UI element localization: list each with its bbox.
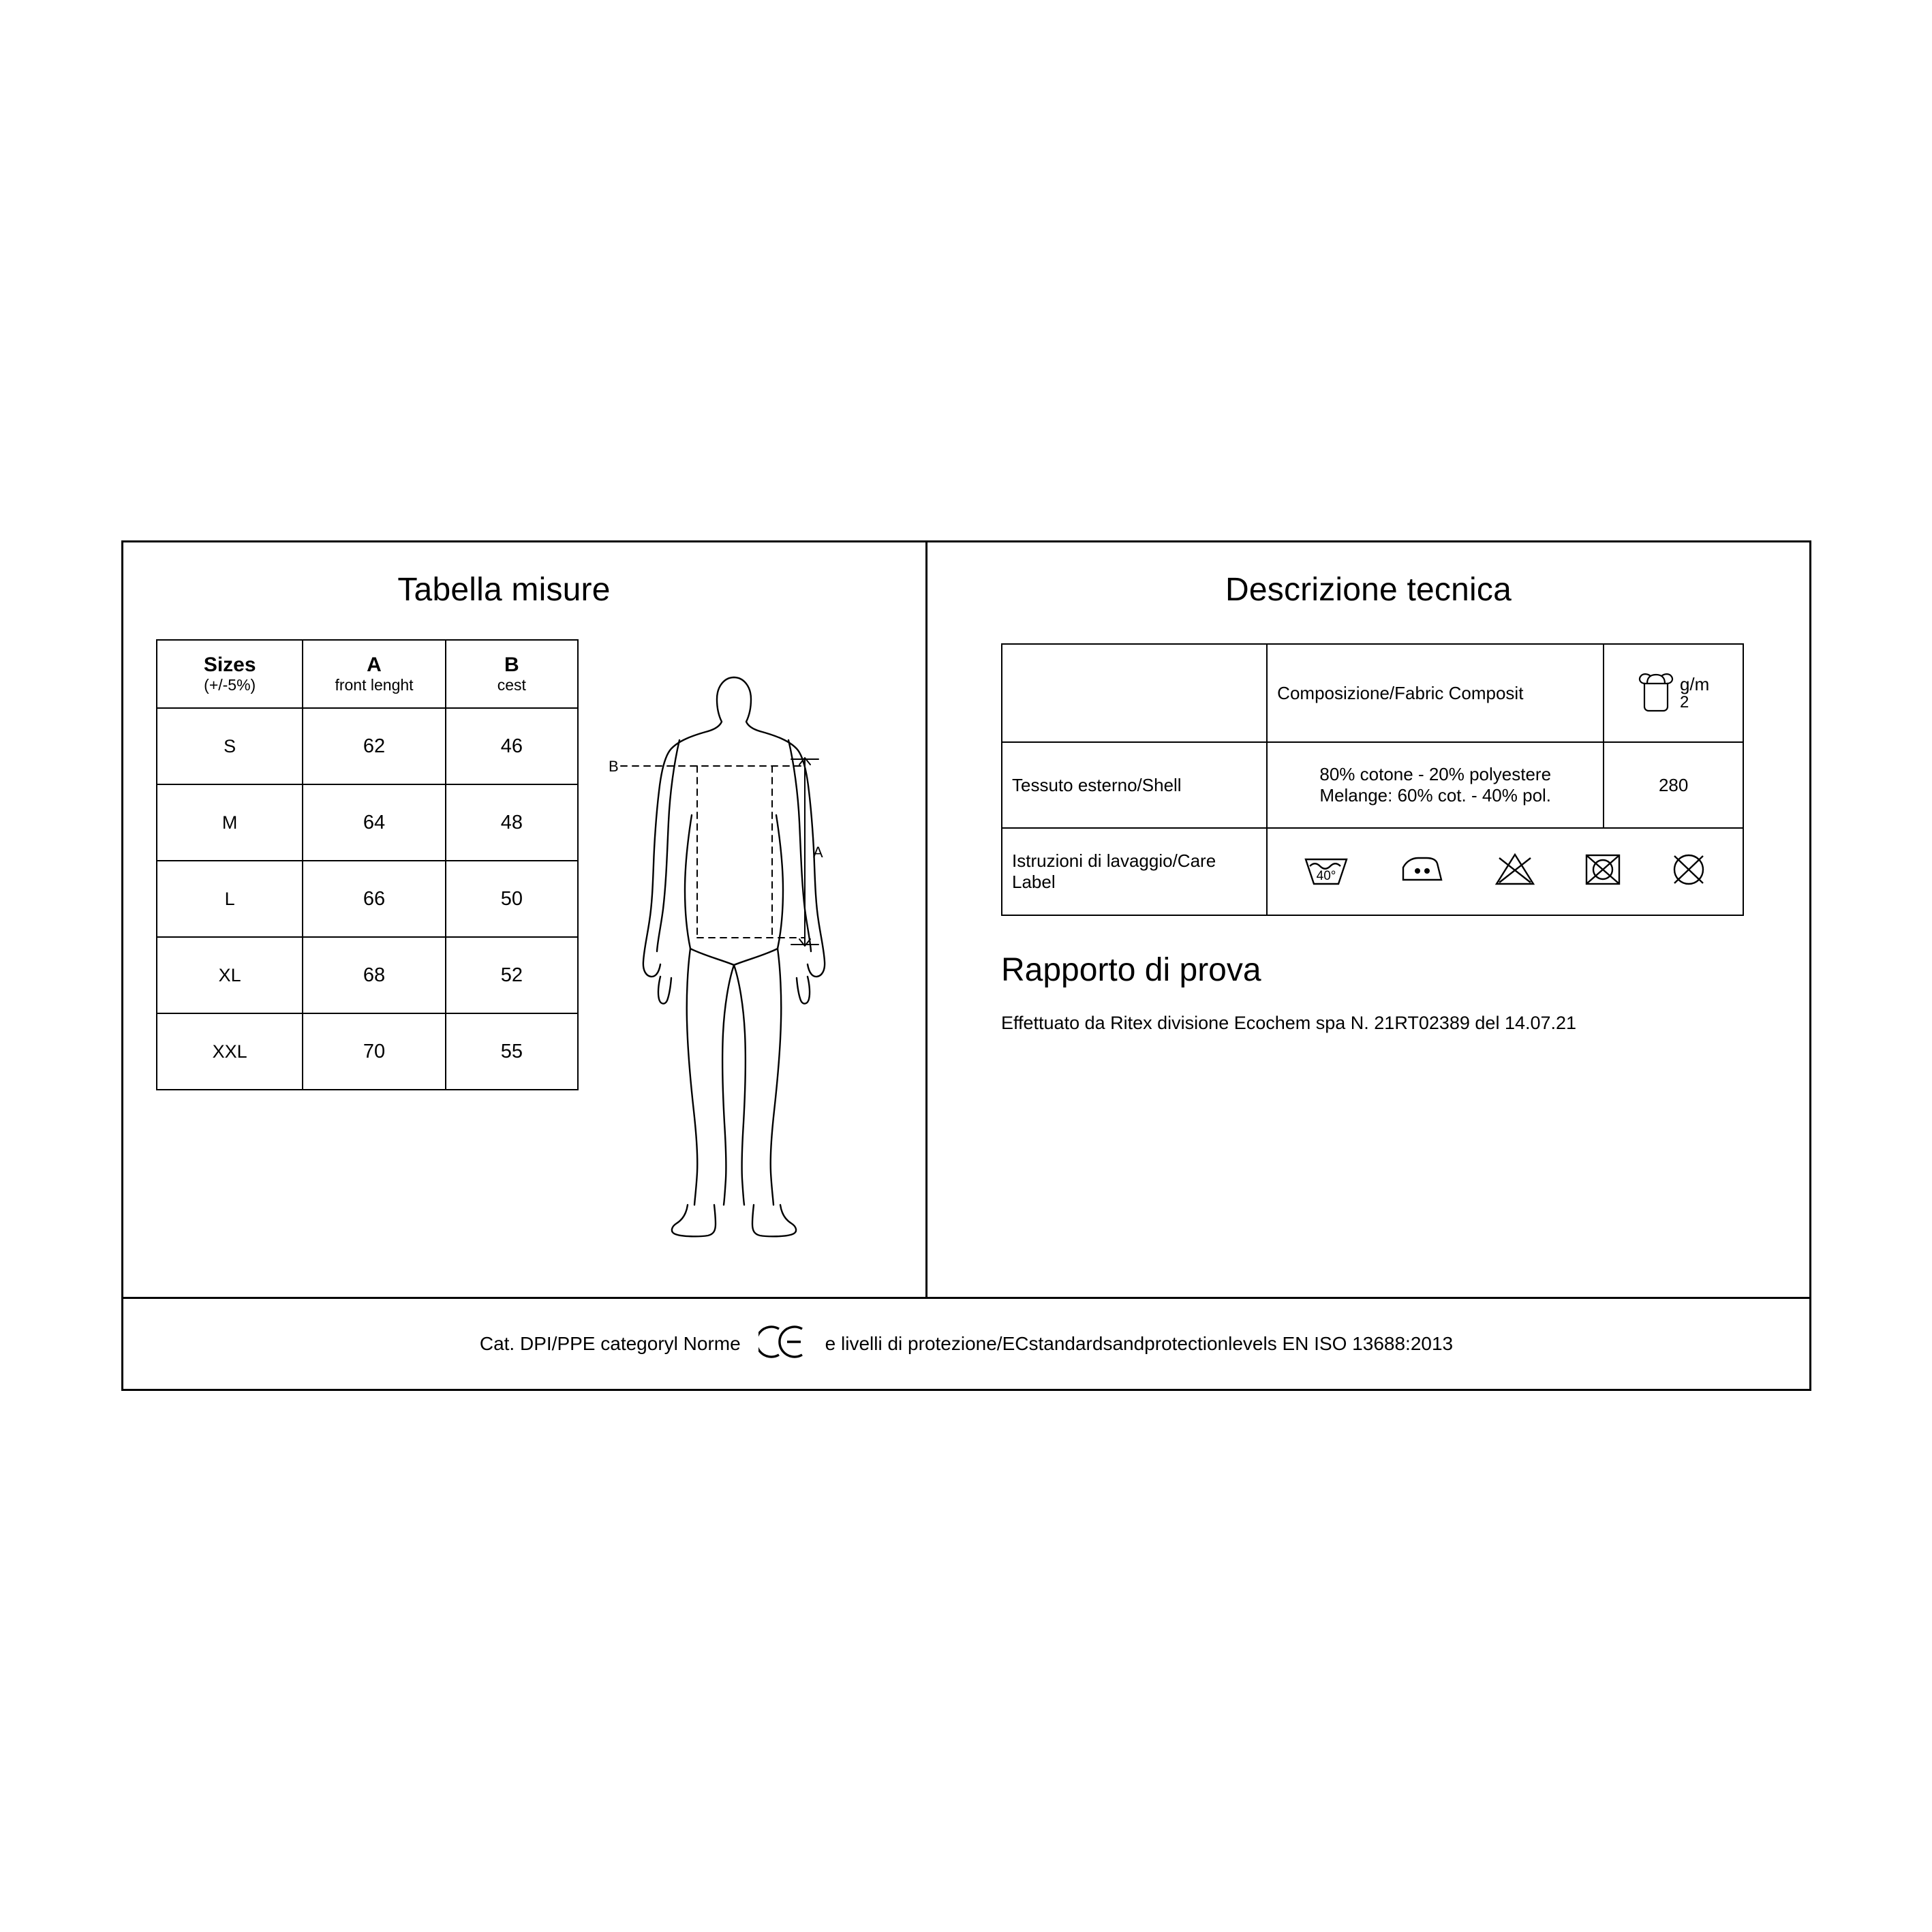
cell-empty: [1002, 644, 1267, 742]
page-title-test-report: Rapporto di prova: [1001, 952, 1261, 988]
care-label-line-1: Istruzioni di lavaggio/Care: [1012, 850, 1216, 871]
cell-size: M: [157, 784, 303, 861]
svg-text:40°: 40°: [1316, 868, 1336, 883]
standards-footer: [123, 1297, 1809, 1389]
header-b-sub: cest: [497, 675, 526, 694]
header-cell-b: [446, 640, 578, 708]
figure-label-a: A: [813, 844, 823, 861]
page-title-size-chart: Tabella misure: [397, 572, 611, 608]
fabric-weight-icon: [1638, 670, 1674, 717]
cell-weight-unit: [1604, 644, 1743, 742]
cell-front-length: 68: [303, 937, 445, 1013]
header-sizes-main: Sizes: [203, 654, 256, 677]
cell-chest: 50: [446, 861, 578, 937]
cell-shell-composition: [1267, 742, 1604, 828]
no-bleach-icon: [1494, 851, 1536, 893]
composition-line-2: Melange: 60% cot. - 40% pol.: [1319, 785, 1552, 806]
test-report-text: Effettuato da Ritex divisione Ecochem spa N. 21RT02389 del 14.07.21: [1001, 1013, 1577, 1033]
ce-mark-icon: [758, 1323, 808, 1365]
page-title-technical-description: Descrizione tecnica: [1225, 572, 1512, 608]
cell-fabric-composition-header: Composizione/Fabric Composit: [1267, 644, 1604, 742]
cell-front-length: 64: [303, 784, 445, 861]
weight-unit-label: [1680, 675, 1709, 712]
size-table: [156, 639, 579, 1090]
cell-care-label: [1002, 828, 1267, 915]
weight-unit-text: g/m: [1679, 673, 1710, 694]
sheet-main-area: [123, 542, 1809, 1297]
header-b-main: B: [504, 654, 519, 677]
cell-chest: 48: [446, 784, 578, 861]
table-row: [157, 861, 578, 937]
cell-size: XL: [157, 937, 303, 1013]
header-sizes-sub: (+/-5%): [204, 675, 256, 694]
cell-front-length: 66: [303, 861, 445, 937]
header-cell-a: [303, 640, 445, 708]
table-row: [1002, 644, 1743, 742]
product-spec-sheet: [121, 540, 1811, 1391]
iron-two-dots-icon: [1398, 854, 1447, 890]
body-measurement-figure: [600, 645, 900, 1258]
footer-line: [480, 1323, 1453, 1365]
cell-size: XXL: [157, 1013, 303, 1090]
cell-size: S: [157, 708, 303, 784]
table-row: [157, 1013, 578, 1090]
cell-chest: 55: [446, 1013, 578, 1090]
no-dry-clean-icon: [1669, 851, 1708, 893]
table-row: [157, 708, 578, 784]
cell-front-length: 62: [303, 708, 445, 784]
no-tumble-dry-icon: [1583, 851, 1623, 893]
header-a-main: A: [367, 654, 382, 677]
table-row: [1002, 828, 1743, 915]
composition-line-1: 80% cotone - 20% polyestere: [1319, 764, 1552, 784]
header-cell-sizes: [157, 640, 303, 708]
header-a-sub: front lenght: [335, 675, 414, 694]
technical-description-panel: [927, 542, 1809, 1297]
footer-text-left: Cat. DPI/PPE categoryl Norme: [479, 1333, 741, 1354]
cell-shell-label: Tessuto esterno/Shell: [1002, 742, 1267, 828]
cell-front-length: 70: [303, 1013, 445, 1090]
cell-care-icons: [1267, 828, 1743, 915]
cell-size: L: [157, 861, 303, 937]
cell-shell-weight: 280: [1604, 742, 1743, 828]
cell-chest: 52: [446, 937, 578, 1013]
table-row: [1002, 742, 1743, 828]
size-chart-panel: [123, 542, 927, 1297]
footer-text-right: e livelli di protezione/ECstandardsandprotectionlevels EN ISO 13688:2013: [825, 1333, 1454, 1354]
weight-unit-exponent: 2: [1679, 693, 1689, 712]
figure-label-b: B: [609, 758, 619, 775]
wash-40-icon: [1302, 851, 1351, 893]
cell-chest: 46: [446, 708, 578, 784]
technical-table: [1001, 643, 1744, 916]
table-row: [157, 937, 578, 1013]
care-label-line-2: Label: [1012, 872, 1056, 892]
table-row: [157, 784, 578, 861]
table-header-row: [157, 640, 578, 708]
